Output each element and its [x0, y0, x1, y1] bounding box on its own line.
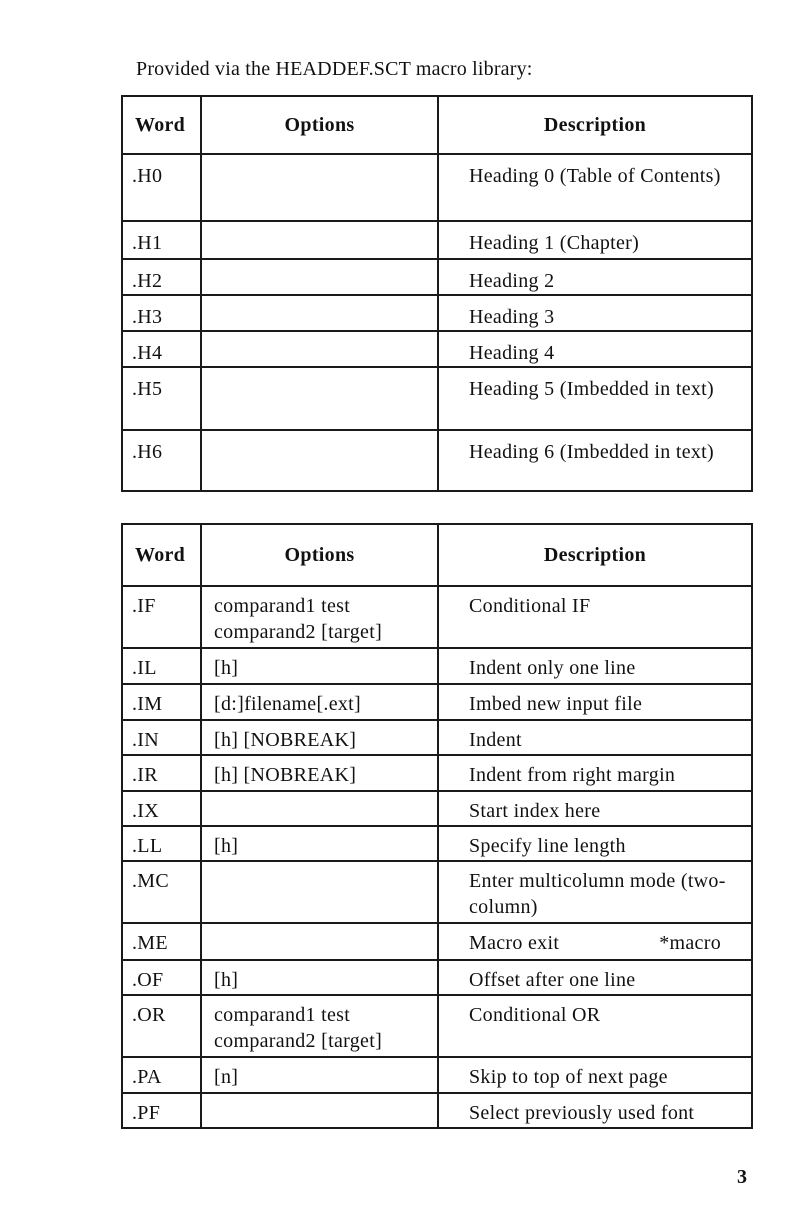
- options-cell: [201, 755, 438, 791]
- options-cell: [201, 430, 438, 491]
- word-cell-text: .IX: [132, 800, 160, 822]
- description-cell-text: Heading 2: [469, 270, 555, 292]
- word-cell-text: .ME: [132, 932, 168, 954]
- options-cell: [201, 960, 438, 995]
- table-row: [122, 791, 752, 826]
- table-row: [122, 331, 752, 367]
- options-cell: [201, 684, 438, 720]
- table-row: [122, 960, 752, 995]
- options-cell: [201, 648, 438, 684]
- description-cell-text: Macro exit: [469, 932, 560, 954]
- word-cell: [122, 861, 201, 923]
- description-cell-text: Heading 5 (Imbedded in text): [469, 378, 714, 400]
- table-row: [122, 720, 752, 755]
- description-cell: [438, 586, 752, 648]
- table-row: [122, 826, 752, 861]
- column-header-options: Options: [201, 524, 438, 586]
- options-cell: [201, 995, 438, 1057]
- options-cell: [201, 923, 438, 960]
- description-cell: [438, 1093, 752, 1128]
- word-cell-text: .PA: [132, 1066, 162, 1088]
- word-cell-text: .IN: [132, 729, 160, 751]
- word-cell-text: .H0: [132, 165, 163, 187]
- description-cell: [438, 648, 752, 684]
- table-row: [122, 648, 752, 684]
- table-row: [122, 221, 752, 259]
- table-row: [122, 995, 752, 1057]
- description-cell-text: Heading 6 (Imbedded in text): [469, 441, 714, 463]
- options-cell-text: [h]: [214, 835, 239, 857]
- word-cell-text: .MC: [132, 870, 170, 892]
- column-header-description: Description: [438, 524, 752, 586]
- description-cell: [438, 755, 752, 791]
- table-row: [122, 295, 752, 331]
- word-cell: [122, 826, 201, 861]
- column-header-word: Word: [122, 524, 201, 586]
- table-row: [122, 684, 752, 720]
- options-cell: [201, 367, 438, 430]
- description-cell: [438, 791, 752, 826]
- description-cell: [438, 826, 752, 861]
- options-cell: [201, 1057, 438, 1093]
- description-cell-text: Heading 3: [469, 306, 555, 328]
- word-cell: [122, 755, 201, 791]
- table-row: [122, 259, 752, 295]
- page-number: 3: [737, 1166, 747, 1188]
- word-cell: [122, 791, 201, 826]
- description-cell: [438, 861, 752, 923]
- options-cell: [201, 295, 438, 331]
- word-cell-text: .H2: [132, 270, 163, 292]
- description-cell-text: Indent: [469, 729, 522, 751]
- word-cell: [122, 960, 201, 995]
- options-cell: [201, 221, 438, 259]
- word-cell-text: .H3: [132, 306, 163, 328]
- description-cell-text: Specify line length: [469, 835, 626, 857]
- heading-macros-table: [121, 95, 753, 492]
- description-cell-text: Conditional OR: [469, 1004, 601, 1026]
- description-cell: [438, 259, 752, 295]
- table-row: [122, 755, 752, 791]
- word-cell-text: .IR: [132, 764, 158, 786]
- word-cell-text: .H1: [132, 232, 163, 254]
- word-cell: [122, 586, 201, 648]
- word-cell-text: .OF: [132, 969, 164, 991]
- description-cell: [438, 331, 752, 367]
- options-cell-text: [h] [NOBREAK]: [214, 729, 357, 751]
- table-row: [122, 586, 752, 648]
- options-cell-text: comparand1 test comparand2 [target]: [214, 595, 383, 643]
- word-cell: [122, 367, 201, 430]
- description-cell-text: Indent from right margin: [469, 764, 676, 786]
- macro-note: *macro: [659, 932, 721, 954]
- description-cell-text: Skip to top of next page: [469, 1066, 668, 1088]
- description-cell-text: Heading 1 (Chapter): [469, 232, 640, 254]
- word-cell-text: .H5: [132, 378, 163, 400]
- word-cell-text: .PF: [132, 1102, 161, 1124]
- options-cell: [201, 331, 438, 367]
- options-cell-text: comparand1 test comparand2 [target]: [214, 1004, 383, 1052]
- options-cell: [201, 861, 438, 923]
- table-row: [122, 430, 752, 491]
- description-cell: [438, 221, 752, 259]
- column-header-word: Word: [122, 96, 201, 154]
- word-cell: [122, 995, 201, 1057]
- description-cell-text: Offset after one line: [469, 969, 636, 991]
- description-cell: [438, 430, 752, 491]
- table-header-row: [122, 96, 752, 154]
- word-cell-text: .IM: [132, 693, 163, 715]
- column-header-options: Options: [201, 96, 438, 154]
- word-cell: [122, 154, 201, 221]
- description-cell-text: Conditional IF: [469, 595, 591, 617]
- word-cell-text: .H6: [132, 441, 163, 463]
- description-cell-text: Heading 4: [469, 342, 555, 364]
- word-cell: [122, 331, 201, 367]
- table-row: [122, 1057, 752, 1093]
- word-cell: [122, 1057, 201, 1093]
- table-row: [122, 367, 752, 430]
- options-cell-text: [h] [NOBREAK]: [214, 764, 357, 786]
- description-cell: [438, 995, 752, 1057]
- intro-text: Provided via the HEADDEF.SCT macro library:: [136, 58, 533, 80]
- description-cell: [438, 367, 752, 430]
- description-cell: [438, 960, 752, 995]
- description-cell: [438, 684, 752, 720]
- options-cell-text: [h]: [214, 657, 239, 679]
- table-row: [122, 923, 752, 960]
- options-cell: [201, 791, 438, 826]
- table-row: [122, 154, 752, 221]
- description-cell-text: Imbed new input file: [469, 693, 643, 715]
- options-cell: [201, 259, 438, 295]
- description-cell: [438, 923, 752, 960]
- word-cell: [122, 1093, 201, 1128]
- word-cell-text: .OR: [132, 1004, 166, 1026]
- word-cell-text: .H4: [132, 342, 163, 364]
- word-cell: [122, 923, 201, 960]
- word-cell: [122, 684, 201, 720]
- options-cell-text: [n]: [214, 1066, 239, 1088]
- description-cell-text: Enter multicolumn mode (two-column): [469, 870, 726, 918]
- word-cell: [122, 295, 201, 331]
- options-cell: [201, 1093, 438, 1128]
- word-cell: [122, 430, 201, 491]
- word-cell-text: .LL: [132, 835, 163, 857]
- column-header-description: Description: [438, 96, 752, 154]
- description-cell-text: Heading 0 (Table of Contents): [469, 165, 721, 187]
- word-cell: [122, 720, 201, 755]
- options-cell-text: [d:]filename[.ext]: [214, 693, 361, 715]
- description-cell: [438, 720, 752, 755]
- options-cell: [201, 826, 438, 861]
- word-cell: [122, 648, 201, 684]
- options-cell: [201, 586, 438, 648]
- word-cell: [122, 221, 201, 259]
- options-cell-text: [h]: [214, 969, 239, 991]
- word-cell-text: .IL: [132, 657, 157, 679]
- table-row: [122, 1093, 752, 1128]
- table-header-row: [122, 524, 752, 586]
- description-cell-text: Start index here: [469, 800, 601, 822]
- word-cell: [122, 259, 201, 295]
- options-cell: [201, 154, 438, 221]
- description-cell: [438, 1057, 752, 1093]
- word-cell-text: .IF: [132, 595, 156, 617]
- control-words-table: [121, 523, 753, 1129]
- options-cell: [201, 720, 438, 755]
- description-cell-text: Select previously used font: [469, 1102, 695, 1124]
- description-cell: [438, 154, 752, 221]
- description-cell-text: Indent only one line: [469, 657, 636, 679]
- description-cell: [438, 295, 752, 331]
- table-row: [122, 861, 752, 923]
